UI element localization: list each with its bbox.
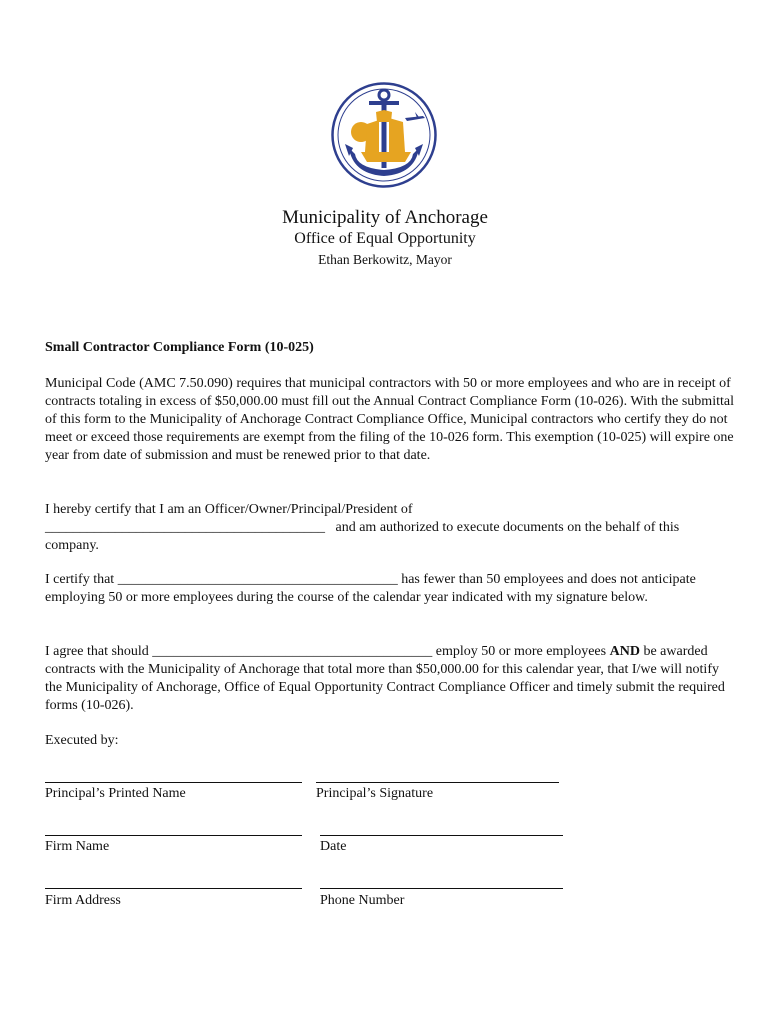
municipality-seal-logo — [331, 82, 437, 188]
agreement-text: I agree that should — [45, 644, 149, 659]
officer-certification-text-end: and am authorized to execute documents on the behalf of this company. — [45, 520, 680, 553]
employee-count-text-end: has fewer than 50 employees and does not anticipate employing 50 or more employees during the course of the calendar year indicated with my signature below. — [45, 572, 696, 605]
mayor-name: Ethan Berkowitz, Mayor — [318, 252, 452, 267]
agreement-text-mid: employ 50 or more employees — [435, 644, 607, 659]
notification-agreement-paragraph — [45, 643, 735, 715]
phone-number-field[interactable] — [320, 888, 563, 889]
company-certify-blank[interactable]: ________________________________________ — [117, 572, 398, 587]
date-field[interactable] — [320, 835, 563, 836]
employee-count-text: I certify that — [45, 572, 115, 587]
signature-label: Principal’s Signature — [316, 786, 434, 801]
company-agree-blank[interactable]: ________________________________________ — [152, 644, 433, 659]
printed-name-field[interactable] — [45, 782, 302, 783]
officer-certification-text: I hereby certify that I am an Officer/Owner/Principal/President of — [45, 502, 413, 517]
firm-address-label: Firm Address — [45, 893, 121, 908]
exemption-paragraph: Municipal Code (AMC 7.50.090) requires that municipal contractors with 50 or more employees and who are in receipt of contracts totaling in excess of $50,000.00 must fill out the Annual Contract Compliance Form (10-026). With the submittal of this form to the Municipality of Anchorage Contract Compliance Office, Municipal contractors who certify they do not meet or exceed those requirements are exempt from the filing of the 10-026 form. This exemption (10-025) will expire one year from date of submission and must be renewed prior to that date. — [45, 376, 734, 463]
officer-certification-paragraph — [45, 501, 735, 555]
company-name-blank[interactable]: ________________________________________ — [45, 520, 325, 535]
employee-count-paragraph — [45, 571, 735, 607]
agreement-and-emphasis: AND — [609, 644, 640, 659]
firm-address-field[interactable] — [45, 888, 302, 889]
printed-name-label: Principal’s Printed Name — [45, 786, 186, 801]
firm-name-label: Firm Name — [45, 839, 110, 854]
form-title: Small Contractor Compliance Form (10-025) — [45, 340, 314, 355]
signature-field[interactable] — [316, 782, 559, 783]
phone-number-label: Phone Number — [320, 893, 405, 908]
date-label: Date — [320, 839, 347, 854]
agreement-text-end: be awarded contracts with the Municipality of Anchorage that total more than $50,000.00 for this calendar year, that I/we will notify the Municipality of Anchorage, Office of Equal Opportunity Contract Compliance Officer and timely submit the required forms (10-026). — [45, 644, 725, 713]
municipality-title: Municipality of Anchorage — [282, 207, 488, 228]
executed-by-label: Executed by: — [45, 733, 119, 748]
office-name: Office of Equal Opportunity — [294, 230, 476, 247]
firm-name-field[interactable] — [45, 835, 302, 836]
